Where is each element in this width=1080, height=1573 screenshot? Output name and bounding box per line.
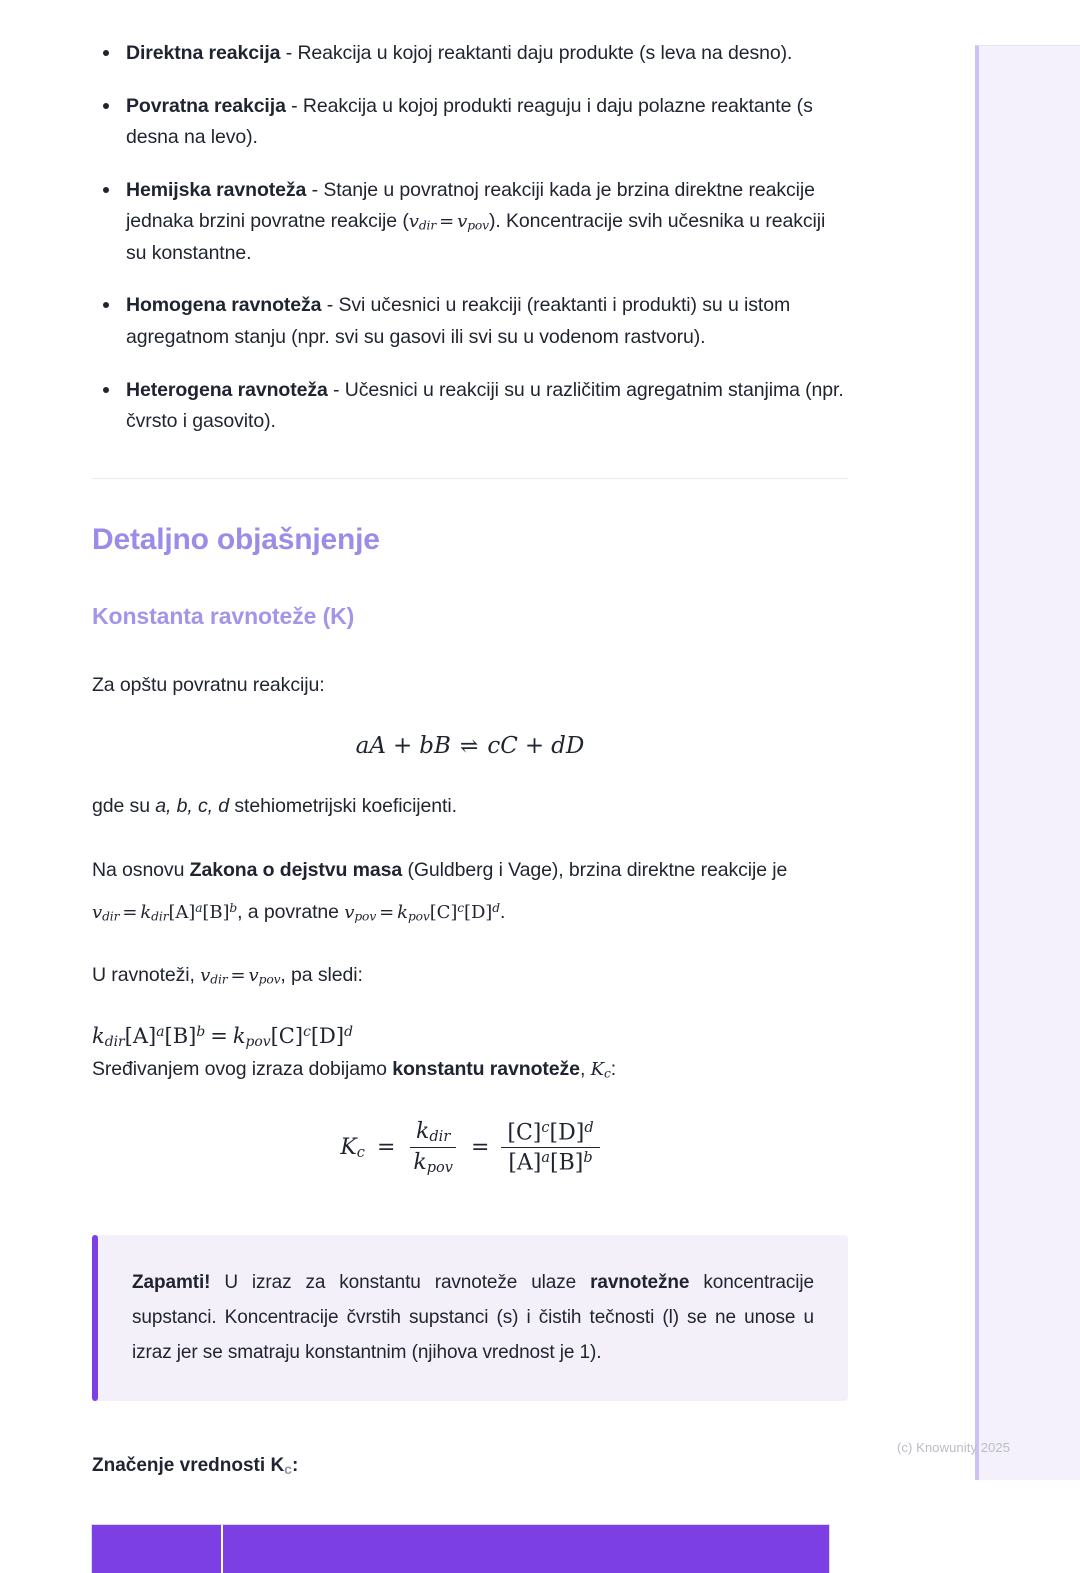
- table-header-cell-2: [222, 1525, 829, 1573]
- callout-lead: Zapamti!: [132, 1271, 211, 1293]
- coefficient-d: d: [551, 733, 566, 760]
- term-dash: -: [285, 94, 303, 117]
- term-description: Učesnici u reakciji su u različitim agregatnim stanjima (npr. čvrsto i gasovito).: [126, 378, 844, 433]
- coefficient-a: a: [355, 733, 370, 760]
- fraction-concentrations: [501, 1118, 599, 1178]
- term-description: Svi učesnici u reakciji (reaktanti i produkti) su u istom agregatnom stanju (npr. svi su gasovi ili svi su u vodenom rastvoru).: [126, 294, 791, 349]
- coeff-symbols: a, b, c, d: [155, 795, 230, 818]
- term-description: Reakcija u kojoj produkti reaguju i daju polazne reaktante (s desna na levo).: [126, 94, 813, 149]
- species-B: B: [434, 733, 451, 760]
- term-dash: -: [327, 378, 345, 401]
- fraction-numerator: $k_{dir}$: [410, 1117, 456, 1148]
- coeff-text-before: gde su: [92, 795, 156, 818]
- plus-sign: +: [524, 733, 545, 760]
- paragraph-derivation: [92, 1054, 848, 1086]
- callout-text: [132, 1265, 814, 1371]
- inline-math-equilibrium-rates: $v_{dir} = v_{pov}$: [200, 965, 281, 987]
- exponent-d: d: [344, 1023, 353, 1040]
- equals-sign: =: [376, 1135, 396, 1161]
- inline-math-rate-equality: $v_{dir} = v_{pov}$: [408, 211, 489, 233]
- plus-sign: +: [393, 733, 413, 760]
- callout-text-1: U izraz za konstantu ravnoteže ulaze: [210, 1271, 591, 1293]
- callout-bold-term: ravnotežne: [590, 1271, 690, 1293]
- equation-general-reaction: [92, 733, 848, 759]
- law-text-after: (Guldberg i Vage), brzina direktne reakcije je: [402, 858, 788, 881]
- inline-math-v-pov: $v_{pov} = k_{pov}[C]^c[D]^d$: [344, 900, 500, 924]
- derive-comma: ,: [579, 1057, 591, 1080]
- term-description: Stanje u povratnoj reakciji kada je brzina direktne reakcije jednaka brzini povratne reakcije (: [126, 178, 815, 233]
- rate-connector-text: , a povratne: [237, 900, 345, 923]
- bracket-A: [A]: [124, 1023, 157, 1048]
- equals-sign: =: [210, 1023, 228, 1048]
- kc-symbol: $K_c$: [340, 1134, 365, 1162]
- term-description: Reakcija u kojoj reaktanti daju produkte (s leva na desno).: [297, 42, 793, 64]
- page-title: Detaljno objašnjenje: [92, 522, 380, 556]
- term-label: Direktna reakcija: [126, 42, 281, 64]
- paragraph-mass-action-law: [92, 855, 848, 887]
- fraction-numerator: $[C]^c[D]^d$: [501, 1118, 599, 1148]
- right-side-panel: [975, 45, 1080, 1480]
- kc-meaning-text: Značenje vrednosti K: [92, 1454, 285, 1476]
- term-dash: -: [280, 42, 298, 64]
- equation-rate-laws: [92, 897, 848, 929]
- paragraph-general-reaction: Za opštu povratnu reakciju:: [92, 673, 325, 696]
- law-text-before: Na osnovu: [92, 858, 190, 881]
- bracket-D: [D]: [310, 1023, 345, 1048]
- list-item: [92, 290, 848, 353]
- kc-values-table: [92, 1525, 829, 1573]
- law-name: Zakona o dejstvu masa: [189, 858, 403, 881]
- coefficient-b: b: [419, 733, 435, 760]
- table-header-cell-1: [92, 1525, 222, 1573]
- bullet-icon: [103, 103, 109, 109]
- bullet-icon: [103, 187, 109, 193]
- exponent-a: a: [156, 1023, 165, 1040]
- fraction-rate-constants: [407, 1117, 459, 1178]
- species-A: A: [369, 733, 386, 760]
- equilibrium-text-after: , pa sledi:: [280, 964, 363, 987]
- paragraph-coefficients: [92, 791, 848, 823]
- fraction-denominator: $k_{pov}$: [413, 1150, 453, 1177]
- species-D: D: [565, 733, 585, 760]
- coeff-text-after: stehiometrijski koeficijenti.: [229, 795, 457, 818]
- inline-math-Kc: $K_c$: [590, 1058, 611, 1081]
- copyright-watermark: (c) Knowunity 2025: [897, 1440, 1011, 1455]
- list-item: [92, 175, 848, 270]
- definitions-list: [92, 38, 848, 438]
- paragraph-at-equilibrium: [92, 960, 848, 992]
- equals-sign-2: =: [470, 1135, 490, 1161]
- coefficient-c: c: [487, 733, 501, 760]
- term-description-tail: ). Koncentracije svih učesnika u reakciji su konstantne.: [126, 210, 826, 264]
- exponent-b: b: [196, 1023, 206, 1040]
- table-row: [92, 1525, 829, 1573]
- remember-callout: [92, 1235, 848, 1401]
- rate-period: .: [499, 900, 506, 923]
- equation-rate-equality: [92, 1024, 848, 1050]
- equilibrium-arrow-icon: ⇌: [459, 734, 479, 760]
- species-C: C: [500, 733, 518, 760]
- kc-meaning-label: [92, 1455, 848, 1477]
- k-pov-subscript: pov: [245, 1033, 271, 1050]
- section-divider: [92, 478, 848, 479]
- exponent-c: c: [303, 1023, 311, 1040]
- k-dir-subscript: dir: [104, 1033, 125, 1050]
- list-item: [92, 91, 848, 154]
- list-item: [92, 375, 848, 438]
- derive-text-before: Sređivanjem ovog izraza dobijamo: [92, 1057, 393, 1080]
- callout-accent-bar: [92, 1235, 98, 1401]
- bracket-C: [C]: [270, 1023, 304, 1048]
- derive-colon: :: [610, 1057, 617, 1080]
- kc-meaning-subscript: c: [284, 1460, 292, 1477]
- term-label: Heterogena ravnoteža: [126, 378, 328, 401]
- k-symbol: k: [92, 1023, 105, 1048]
- inline-math-v-dir: $v_{dir} = k_{dir}[A]^a[B]^b$: [92, 900, 238, 924]
- kc-meaning-colon: :: [291, 1454, 299, 1476]
- bullet-icon: [103, 387, 109, 393]
- bullet-icon: [103, 302, 109, 308]
- list-item: [92, 38, 848, 70]
- equilibrium-text-before: U ravnoteži,: [92, 964, 201, 987]
- table-header: [92, 1525, 829, 1573]
- fraction-denominator: $[A]^a[B]^b$: [508, 1150, 593, 1176]
- term-label: Povratna reakcija: [126, 94, 286, 117]
- k-symbol: k: [232, 1023, 246, 1048]
- derive-bold-term: konstantu ravnoteže: [392, 1057, 580, 1080]
- bracket-B: [B]: [164, 1023, 197, 1048]
- term-label: Homogena ravnoteža: [126, 294, 322, 317]
- section-heading-constant: Konstanta ravnoteže (K): [92, 602, 355, 629]
- term-dash: -: [306, 178, 324, 201]
- term-dash: -: [321, 294, 339, 317]
- term-label: Hemijska ravnoteža: [126, 178, 307, 201]
- callout-text-2: koncentracije supstanci. Koncentracije čvrstih supstanci (s) i čistih tečnosti (l) se ne unose u izraz jer se smatraju konstantnim (njihova vrednost je 1).: [132, 1271, 814, 1364]
- bullet-icon: [103, 50, 109, 56]
- equation-kc-definition: [92, 1117, 848, 1178]
